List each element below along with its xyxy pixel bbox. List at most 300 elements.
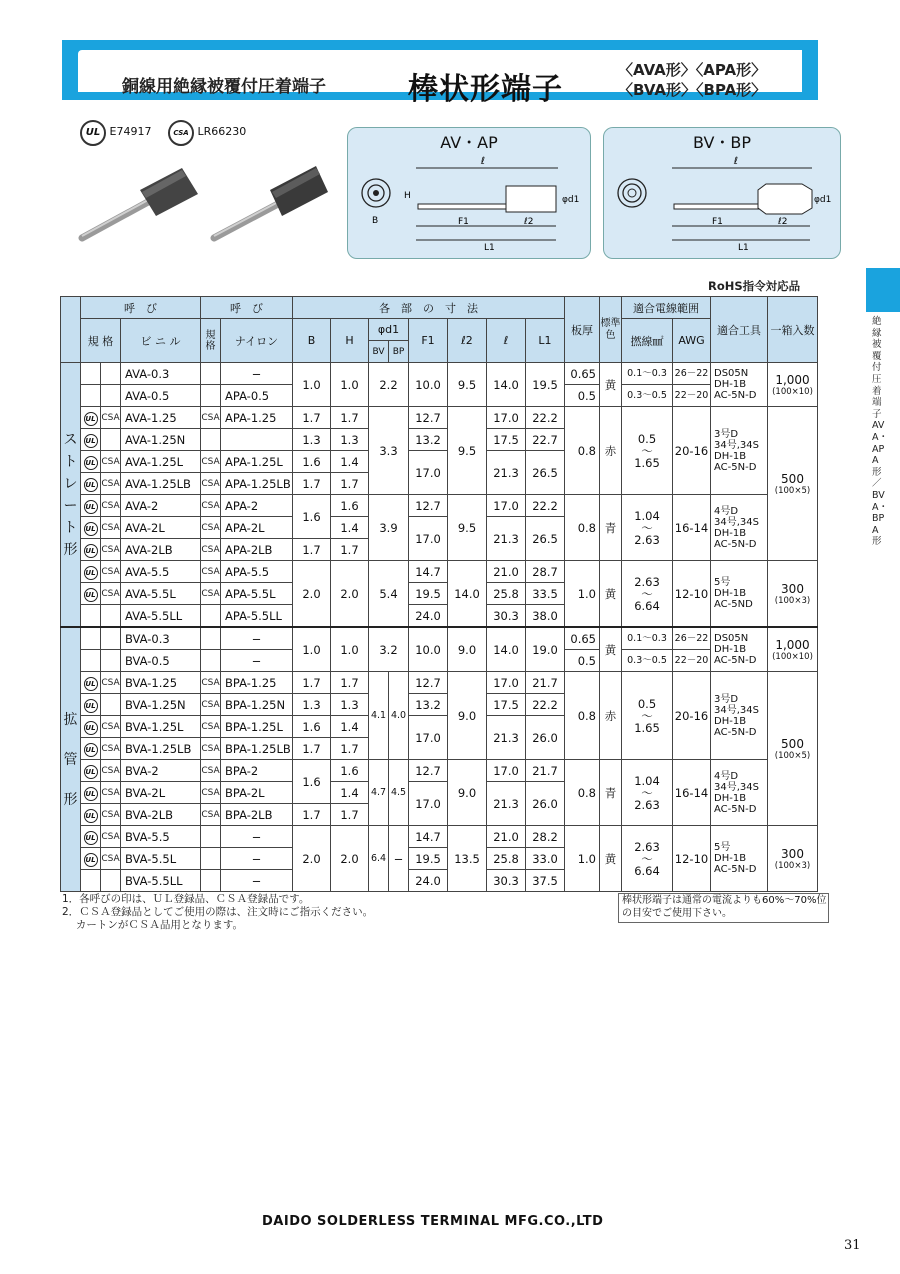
drawing-title-av-ap: AV・AP (440, 133, 498, 152)
wire-mm2: 1.04 〜 2.63 (622, 495, 673, 561)
dim-L1: 19.0 (526, 627, 565, 672)
dim-F1: 12.7 (409, 672, 448, 694)
dim-l2: ℓ2 (524, 217, 534, 227)
footnote-3: カートンがＣＳＡ品用となります。 (62, 919, 243, 931)
dim-F1: 14.7 (409, 561, 448, 583)
dim-F1: F1 (712, 217, 723, 227)
header-awg: AWG (673, 319, 711, 363)
tool: DS05N DH-1B AC-5N-D (711, 363, 768, 407)
csa-mark-icon: CSA (201, 451, 221, 473)
vinyl-name: BVA-5.5L (121, 848, 201, 870)
nylon-name: APA-5.5L (221, 583, 293, 605)
dim-B: 1.7 (293, 473, 331, 495)
ul-mark-icon: UL (84, 522, 98, 536)
header-l2: ℓ2 (448, 319, 487, 363)
footnote-1: 1．各呼びの印は、ＵＬ登録品、ＣＳＡ登録品です。 (62, 893, 310, 905)
dim-H: 1.0 (331, 363, 369, 407)
dim-F1: 24.0 (409, 870, 448, 892)
csa-mark-icon: CSA (101, 495, 121, 517)
dim-B: 1.7 (293, 407, 331, 429)
dim-L1: 22.7 (526, 429, 565, 451)
dim-H: 1.0 (331, 627, 369, 672)
vinyl-name: BVA-1.25LB (121, 738, 201, 760)
dim-L1: 26.5 (526, 451, 565, 495)
page-number: 31 (844, 1238, 861, 1253)
header-thickness: 板厚 (565, 297, 600, 363)
wire-awg: 12-10 (673, 826, 711, 892)
dim-d1-bp: 4.5 (389, 760, 409, 826)
dim-l: 21.3 (487, 716, 526, 760)
std-color: 赤 (600, 407, 622, 495)
vinyl-name: BVA-1.25 (121, 672, 201, 694)
table-row (61, 495, 818, 517)
qty-cell: 1,000 (100×10) (768, 627, 818, 672)
side-tab (866, 268, 900, 312)
dim-B: 2.0 (293, 561, 331, 628)
nylon-name: APA-1.25LB (221, 473, 293, 495)
nylon-name: APA-2L (221, 517, 293, 539)
dim-H: 1.4 (331, 716, 369, 738)
dim-l2: 9.5 (448, 495, 487, 561)
dim-H: 1.3 (331, 694, 369, 716)
thickness: 0.8 (565, 760, 600, 826)
header-kikaku-2: 規格 (201, 319, 221, 363)
dim-B: 1.6 (293, 451, 331, 473)
vinyl-name: AVA-5.5LL (121, 605, 201, 628)
vinyl-name: BVA-5.5LL (121, 870, 201, 892)
wire-mm2: 0.5 〜 1.65 (622, 672, 673, 760)
csa-mark-icon: CSA (101, 738, 121, 760)
csa-logo-icon: CSA (168, 120, 194, 146)
dim-l: 21.0 (487, 826, 526, 848)
dim-B: 1.6 (293, 760, 331, 804)
ul-mark-icon: UL (84, 787, 98, 801)
vinyl-name: AVA-1.25N (121, 429, 201, 451)
std-color: 黄 (600, 826, 622, 892)
company-footer: DAIDO SOLDERLESS TERMINAL MFG.CO.,LTD (262, 1214, 604, 1229)
dim-d1: φd1 (814, 195, 832, 205)
dim-d1: 3.9 (369, 495, 409, 561)
vinyl-name: AVA-5.5L (121, 583, 201, 605)
header-yobi-2: 呼 び (201, 297, 293, 319)
dim-d1: 5.4 (369, 561, 409, 628)
header-vinyl: ビ ニ ル (121, 319, 201, 363)
dim-L1: 26.5 (526, 517, 565, 561)
qty-cell: 300 (100×3) (768, 826, 818, 892)
drawing-av-ap (347, 127, 591, 259)
csa-mark-icon: CSA (101, 561, 121, 583)
vinyl-name: BVA-2L (121, 782, 201, 804)
dim-H: H (404, 191, 411, 201)
dim-l2: 14.0 (448, 561, 487, 628)
ul-number: E74917 (109, 125, 152, 138)
dim-B: 1.7 (293, 738, 331, 760)
dim-B: 1.7 (293, 804, 331, 826)
csa-mark-icon: CSA (201, 407, 221, 429)
header-yobi: 呼 び (81, 297, 201, 319)
wire-awg: 20-16 (673, 407, 711, 495)
dim-l2: 9.0 (448, 672, 487, 760)
dim-B: B (372, 216, 379, 226)
wire-mm2: 0.5 〜 1.65 (622, 407, 673, 495)
qty-cell: 500 (100×5) (768, 672, 818, 826)
header-F1: F1 (409, 319, 448, 363)
header-d1: φd1 (369, 319, 409, 341)
wire-awg: 26－22 (673, 627, 711, 650)
dim-L1: 21.7 (526, 672, 565, 694)
dim-l: 14.0 (487, 627, 526, 672)
table-row (61, 407, 818, 429)
banner-inner (78, 50, 802, 107)
dim-F1: 24.0 (409, 605, 448, 628)
csa-mark-icon: CSA (201, 473, 221, 495)
nylon-name: − (221, 650, 293, 672)
section-label-straight: ストレート形 (61, 363, 81, 628)
dimension-diagram-av (348, 128, 590, 258)
nylon-name: − (221, 848, 293, 870)
wire-mm2: 1.04 〜 2.63 (622, 760, 673, 826)
dim-B: 1.6 (293, 495, 331, 539)
nylon-name: BPA-1.25N (221, 694, 293, 716)
product-photo (72, 160, 332, 250)
wire-awg: 22－20 (673, 385, 711, 407)
nylon-name: − (221, 826, 293, 848)
thickness: 0.5 (565, 650, 600, 672)
dim-d1: 2.2 (369, 363, 409, 407)
dim-F1: 17.0 (409, 716, 448, 760)
blank-header (61, 297, 81, 363)
dim-l: 21.3 (487, 782, 526, 826)
dim-F1: 17.0 (409, 782, 448, 826)
header-l: ℓ (487, 319, 526, 363)
dim-l2: 9.0 (448, 627, 487, 672)
vinyl-name: BVA-0.5 (121, 650, 201, 672)
thickness: 1.0 (565, 561, 600, 628)
dim-F1: 12.7 (409, 495, 448, 517)
dim-F1: 13.2 (409, 694, 448, 716)
vinyl-name: BVA-0.3 (121, 627, 201, 650)
dim-l2: 9.5 (448, 407, 487, 495)
csa-number: LR66230 (197, 125, 247, 138)
vinyl-name: AVA-0.3 (121, 363, 201, 385)
table-row (61, 760, 818, 782)
dim-B: 1.3 (293, 429, 331, 451)
dim-B: 1.0 (293, 363, 331, 407)
dimension-diagram-bv (604, 128, 840, 258)
vinyl-name: AVA-1.25 (121, 407, 201, 429)
table-row (61, 363, 818, 385)
dim-d1: 3.2 (369, 627, 409, 672)
ul-mark-icon: UL (84, 721, 98, 735)
nylon-name: APA-1.25 (221, 407, 293, 429)
dim-d1-bv: 4.7 (369, 760, 389, 826)
ul-mark-icon: UL (84, 544, 98, 558)
dim-B: 1.6 (293, 716, 331, 738)
ul-mark-icon: UL (84, 743, 98, 757)
nylon-name: APA-2 (221, 495, 293, 517)
nylon-name: BPA-2L (221, 782, 293, 804)
csa-mark-icon: CSA (201, 539, 221, 561)
dim-L1: L1 (484, 243, 495, 253)
tool: 5号 DH-1B AC-5ND (711, 561, 768, 628)
nylon-name: − (221, 363, 293, 385)
nylon-name: − (221, 870, 293, 892)
csa-mark-icon: CSA (201, 517, 221, 539)
csa-mark-icon: CSA (101, 517, 121, 539)
dim-l: 17.0 (487, 672, 526, 694)
vinyl-name: BVA-5.5 (121, 826, 201, 848)
dim-F1: F1 (458, 217, 469, 227)
std-color: 黄 (600, 363, 622, 407)
table-row (61, 672, 818, 694)
ul-mark-icon: UL (84, 478, 98, 492)
dim-l: 17.5 (487, 694, 526, 716)
nylon-name: APA-5.5LL (221, 605, 293, 628)
nylon-name: APA-0.5 (221, 385, 293, 407)
dim-H: 1.4 (331, 451, 369, 473)
ul-mark-icon: UL (84, 456, 98, 470)
dim-F1: 10.0 (409, 627, 448, 672)
ul-mark-icon: UL (84, 412, 98, 426)
std-color: 赤 (600, 672, 622, 760)
vinyl-name: AVA-0.5 (121, 385, 201, 407)
header-BV: BV (369, 341, 389, 363)
csa-mark-icon: CSA (201, 583, 221, 605)
terminal-photo-2 (214, 166, 328, 238)
rohs-label: RoHS指令対応品 (708, 279, 801, 293)
csa-mark-icon: CSA (201, 804, 221, 826)
std-color: 黄 (600, 627, 622, 672)
thickness: 0.65 (565, 363, 600, 385)
ul-cert (80, 120, 151, 146)
footnotes (62, 893, 373, 932)
header-L1: L1 (526, 319, 565, 363)
nylon-name: APA-5.5 (221, 561, 293, 583)
dim-l: 17.0 (487, 495, 526, 517)
dim-H: 1.7 (331, 738, 369, 760)
dim-l: 30.3 (487, 870, 526, 892)
header-H: H (331, 319, 369, 363)
nylon-name: BPA-2 (221, 760, 293, 782)
csa-mark-icon: CSA (201, 694, 221, 716)
dim-l: 17.0 (487, 760, 526, 782)
side-tab-text: 絶縁被覆付圧着端子 AVA・APA形／BVA・BPA形 (872, 316, 888, 548)
thickness: 0.8 (565, 672, 600, 760)
ul-mark-icon: UL (84, 500, 98, 514)
dim-d1-bv: 6.4 (369, 826, 389, 892)
std-color: 黄 (600, 561, 622, 628)
vinyl-name: BVA-2 (121, 760, 201, 782)
dim-F1: 12.7 (409, 760, 448, 782)
header-tool: 適合工具 (711, 297, 768, 363)
wire-awg: 22－20 (673, 650, 711, 672)
dim-d1-bp: − (389, 826, 409, 892)
dim-H: 2.0 (331, 826, 369, 892)
type-list (618, 60, 766, 100)
vinyl-name: AVA-2LB (121, 539, 201, 561)
dim-H: 1.7 (331, 672, 369, 694)
dim-L1: 26.0 (526, 716, 565, 760)
dim-l: 21.0 (487, 561, 526, 583)
dim-l2: 9.5 (448, 363, 487, 407)
dim-B: 1.0 (293, 627, 331, 672)
tool: 3号D 34号,34S DH-1B AC-5N-D (711, 672, 768, 760)
wire-mm2: 0.3〜0.5 (622, 385, 673, 407)
dim-H: 1.7 (331, 407, 369, 429)
dim-F1: 13.2 (409, 429, 448, 451)
tool: 5号 DH-1B AC-5N-D (711, 826, 768, 892)
wire-mm2: 2.63 〜 6.64 (622, 561, 673, 628)
dim-L1: 38.0 (526, 605, 565, 628)
csa-mark-icon: CSA (101, 451, 121, 473)
dim-l: 17.0 (487, 407, 526, 429)
vinyl-name: BVA-1.25N (121, 694, 201, 716)
csa-mark-icon: CSA (201, 561, 221, 583)
dim-H: 1.7 (331, 473, 369, 495)
dim-B: 1.7 (293, 672, 331, 694)
dim-F1: 14.7 (409, 826, 448, 848)
vinyl-name: AVA-2L (121, 517, 201, 539)
header-kikaku: 規 格 (81, 319, 121, 363)
dim-B: 2.0 (293, 826, 331, 892)
dim-L1: 33.5 (526, 583, 565, 605)
nylon-name: APA-1.25L (221, 451, 293, 473)
ul-mark-icon: UL (84, 853, 98, 867)
csa-mark-icon: CSA (101, 716, 121, 738)
tool: 4号D 34号,34S DH-1B AC-5N-D (711, 495, 768, 561)
thickness: 0.8 (565, 495, 600, 561)
header-qty: 一箱入数 (768, 297, 818, 363)
dim-H: 2.0 (331, 561, 369, 628)
spec-table (60, 296, 818, 892)
thickness: 1.0 (565, 826, 600, 892)
dim-d1-bv: 4.1 (369, 672, 389, 760)
ul-logo-icon: UL (80, 120, 106, 146)
ul-mark-icon: UL (84, 566, 98, 580)
dim-L1: 26.0 (526, 782, 565, 826)
dim-L1: 22.2 (526, 694, 565, 716)
dim-B: 1.7 (293, 539, 331, 561)
tool: 3号D 34号,34S DH-1B AC-5N-D (711, 407, 768, 495)
csa-mark-icon: CSA (101, 782, 121, 804)
header-color: 標準色 (600, 297, 622, 363)
qty-cell: 300 (100×3) (768, 561, 818, 628)
dim-L1: 21.7 (526, 760, 565, 782)
tool: 4号D 34号,34S DH-1B AC-5N-D (711, 760, 768, 826)
dim-L1: 37.5 (526, 870, 565, 892)
csa-mark-icon: CSA (101, 826, 121, 848)
qty-cell: 1,000 (100×10) (768, 363, 818, 407)
vinyl-name: AVA-2 (121, 495, 201, 517)
ul-mark-icon: UL (84, 434, 98, 448)
csa-mark-icon: CSA (201, 495, 221, 517)
nylon-name: BPA-1.25 (221, 672, 293, 694)
dim-l: 17.5 (487, 429, 526, 451)
nylon-name: BPA-1.25L (221, 716, 293, 738)
wire-mm2: 2.63 〜 6.64 (622, 826, 673, 892)
type-line-2: 〈BVA形〉〈BPA形〉 (618, 81, 767, 99)
csa-mark-icon: CSA (201, 672, 221, 694)
nylon-name: BPA-1.25LB (221, 738, 293, 760)
header-banner (62, 40, 818, 107)
dim-H: 1.4 (331, 517, 369, 539)
section-label-expanded: 拡管形 (61, 627, 81, 892)
csa-mark-icon: CSA (101, 804, 121, 826)
csa-mark-icon: CSA (101, 583, 121, 605)
csa-mark-icon: CSA (201, 716, 221, 738)
dim-F1: 10.0 (409, 363, 448, 407)
vinyl-name: BVA-2LB (121, 804, 201, 826)
dim-l: ℓ (480, 156, 486, 167)
dim-l: 21.3 (487, 451, 526, 495)
vinyl-name: BVA-1.25L (121, 716, 201, 738)
table-row (61, 826, 818, 848)
dim-d1: 3.3 (369, 407, 409, 495)
dim-d1: φd1 (562, 195, 580, 205)
csa-mark-icon: CSA (101, 407, 121, 429)
dim-l: 25.8 (487, 848, 526, 870)
dim-H: 1.7 (331, 539, 369, 561)
wire-awg: 26－22 (673, 363, 711, 385)
header-BP: BP (389, 341, 409, 363)
dim-H: 1.6 (331, 760, 369, 782)
dim-H: 1.7 (331, 804, 369, 826)
header-dims: 各 部 の 寸 法 (293, 297, 565, 319)
csa-mark-icon: CSA (101, 848, 121, 870)
ul-mark-icon: UL (84, 677, 98, 691)
drawing-bv-bp (603, 127, 841, 259)
csa-mark-icon: CSA (201, 738, 221, 760)
dim-H: 1.4 (331, 782, 369, 804)
csa-mark-icon: CSA (101, 539, 121, 561)
header-nylon: ナイロン (221, 319, 293, 363)
dim-d1-bp: 4.0 (389, 672, 409, 760)
std-color: 青 (600, 760, 622, 826)
std-color: 青 (600, 495, 622, 561)
wire-mm2: 0.1〜0.3 (622, 363, 673, 385)
dim-l: ℓ (733, 156, 739, 167)
ul-mark-icon: UL (84, 809, 98, 823)
dim-l2: ℓ2 (778, 217, 788, 227)
dim-l2: 9.0 (448, 760, 487, 826)
thickness: 0.5 (565, 385, 600, 407)
tool: DS05N DH-1B AC-5N-D (711, 627, 768, 672)
dim-H: 1.3 (331, 429, 369, 451)
dim-F1: 17.0 (409, 517, 448, 561)
thickness: 0.8 (565, 407, 600, 495)
wire-mm2: 0.3〜0.5 (622, 650, 673, 672)
dim-L1: 33.0 (526, 848, 565, 870)
dim-L1: L1 (738, 243, 749, 253)
wire-mm2: 0.1〜0.3 (622, 627, 673, 650)
dim-L1: 19.5 (526, 363, 565, 407)
vinyl-name: AVA-1.25LB (121, 473, 201, 495)
dim-l: 30.3 (487, 605, 526, 628)
dim-F1: 12.7 (409, 407, 448, 429)
ul-mark-icon: UL (84, 831, 98, 845)
ul-mark-icon: UL (84, 765, 98, 779)
usage-note-box: 棒状形端子は通常の電流よりも60%〜70%位の目安でご使用下さい。 (618, 893, 829, 923)
wire-awg: 12-10 (673, 561, 711, 628)
nylon-name: − (221, 627, 293, 650)
drawing-title-bv-bp: BV・BP (692, 133, 752, 152)
nylon-name: BPA-2LB (221, 804, 293, 826)
dim-B: 1.3 (293, 694, 331, 716)
dim-l: 14.0 (487, 363, 526, 407)
dim-F1: 19.5 (409, 583, 448, 605)
dim-L1: 28.7 (526, 561, 565, 583)
type-line-1: 〈AVA形〉〈APA形〉 (618, 61, 767, 79)
